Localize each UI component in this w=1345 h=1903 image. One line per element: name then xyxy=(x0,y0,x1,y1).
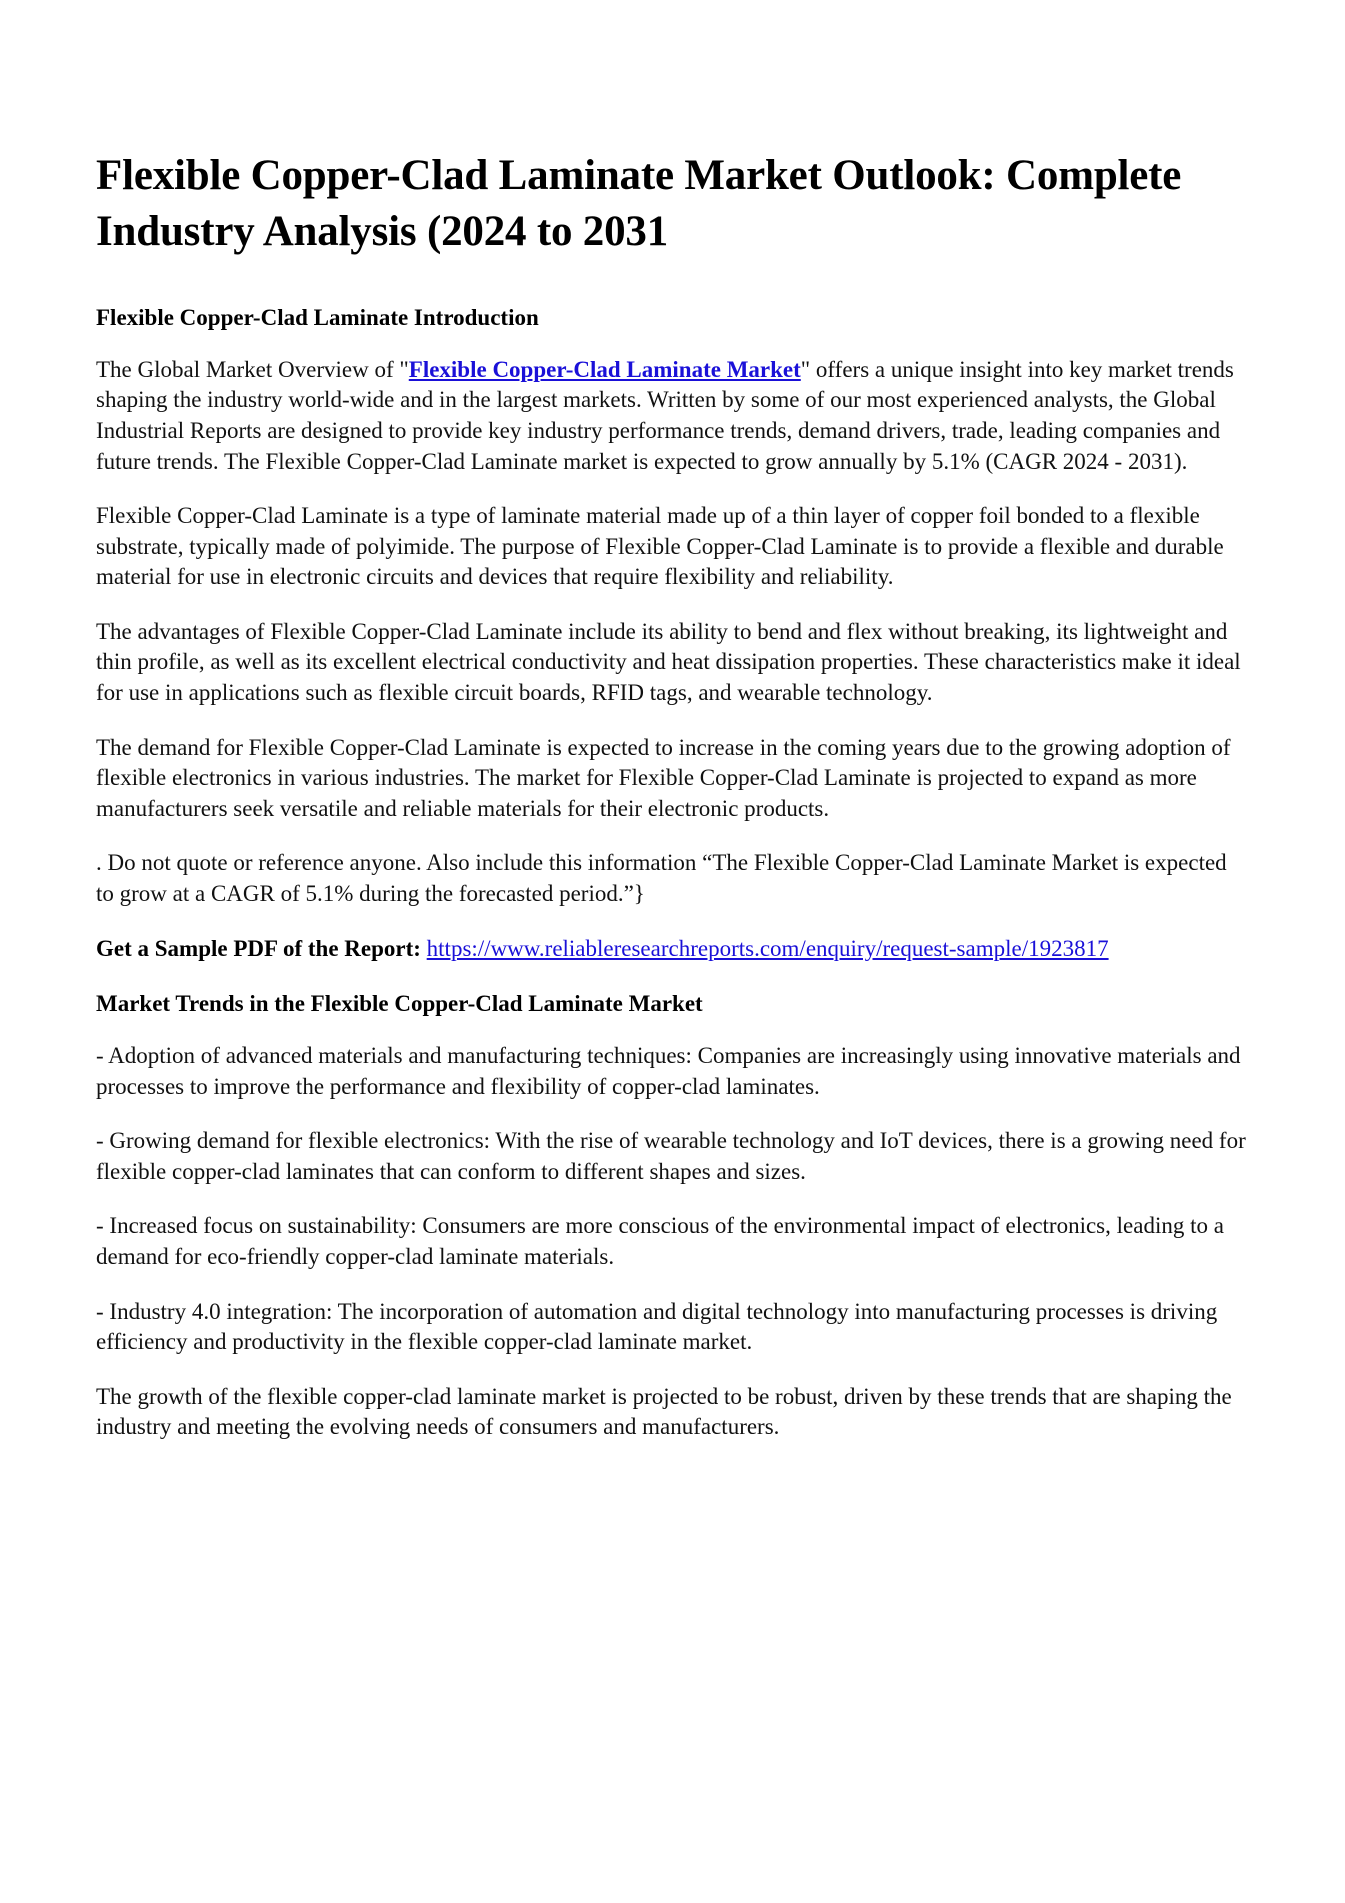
introduction-heading: Flexible Copper-Clad Laminate Introduction xyxy=(96,304,539,330)
intro-paragraph-1 xyxy=(96,355,1250,477)
sample-pdf-line xyxy=(96,934,1250,965)
page-title: Flexible Copper-Clad Laminate Market Outlook: Complete Industry Analysis (2024 to 2031 xyxy=(96,152,1182,255)
sample-pdf-url-link[interactable]: https://www.reliableresearchreports.com/enquiry/request-sample/1923817 xyxy=(426,935,1109,961)
flexible-copper-clad-laminate-market-link[interactable]: Flexible Copper-Clad Laminate Market xyxy=(408,356,801,382)
intro-paragraph-1-suffix: " offers a unique insight into key market trends shaping the industry world-wide and in the largest markets. Written by some of our most experienced analysts, the Global Industrial Reports are designed to provide key industry performance trends, demand drivers, trade, leading companies and future trends. The Flexible Copper-Clad Laminate market is expected to grow annually by 5.1% (CAGR 2024 - 2031). xyxy=(96,356,1234,474)
intro-paragraph-2: Flexible Copper-Clad Laminate is a type of laminate material made up of a thin layer of copper foil bonded to a flexible substrate, typically made of polyimide. The purpose of Flexible Copper-Clad Laminate is to provide a flexible and durable material for use in electronic circuits and devices that require flexibility and reliability. xyxy=(96,503,1224,590)
list-item: - Adoption of advanced materials and manufacturing techniques: Companies are increasingly using innovative materials and processes to improve the performance and flexibility of copper-clad laminates. xyxy=(96,1043,1241,1099)
intro-paragraph-1-prefix: The Global Market Overview of " xyxy=(96,356,409,382)
sample-pdf-label: Get a Sample PDF of the Report: xyxy=(96,935,421,961)
list-item: - Industry 4.0 integration: The incorporation of automation and digital technology into manufacturing processes is driving efficiency and productivity in the flexible copper-clad laminate market. xyxy=(96,1298,1218,1355)
list-item: - Increased focus on sustainability: Consumers are more conscious of the environmental impact of electronics, leading to a demand for eco-friendly copper-clad laminate materials. xyxy=(96,1213,1224,1270)
list-item: - Growing demand for flexible electronics: With the rise of wearable technology and IoT devices, there is a growing need for flexible copper-clad laminates that can conform to different shapes and sizes. xyxy=(96,1128,1246,1184)
market-trends-heading: Market Trends in the Flexible Copper-Clad Laminate Market xyxy=(96,991,703,1017)
intro-paragraph-3: The advantages of Flexible Copper-Clad Laminate include its ability to bend and flex without breaking, its lightweight and thin profile, as well as its excellent electrical conductivity and heat dissipation properties. These characteristics make it ideal for use in applications such as flexible circuit boards, RFID tags, and wearable technology. xyxy=(96,618,1241,706)
market-trends-closing-paragraph: The growth of the flexible copper-clad laminate market is projected to be robust, driven by these trends that are shaping the industry and meeting the evolving needs of consumers and manufacturers. xyxy=(96,1383,1232,1440)
intro-paragraph-4: The demand for Flexible Copper-Clad Laminate is expected to increase in the coming years due to the growing adoption of flexible electronics in various industries. The market for Flexible Copper-Clad Laminate is projected to expand as more manufacturers seek versatile and reliable materials for their electronic products. xyxy=(96,734,1231,821)
intro-paragraph-5: . Do not quote or reference anyone. Also include this information “The Flexible Copper-Clad Laminate Market is expected to grow at a CAGR of 5.1% during the forecasted period.”} xyxy=(96,850,1227,906)
